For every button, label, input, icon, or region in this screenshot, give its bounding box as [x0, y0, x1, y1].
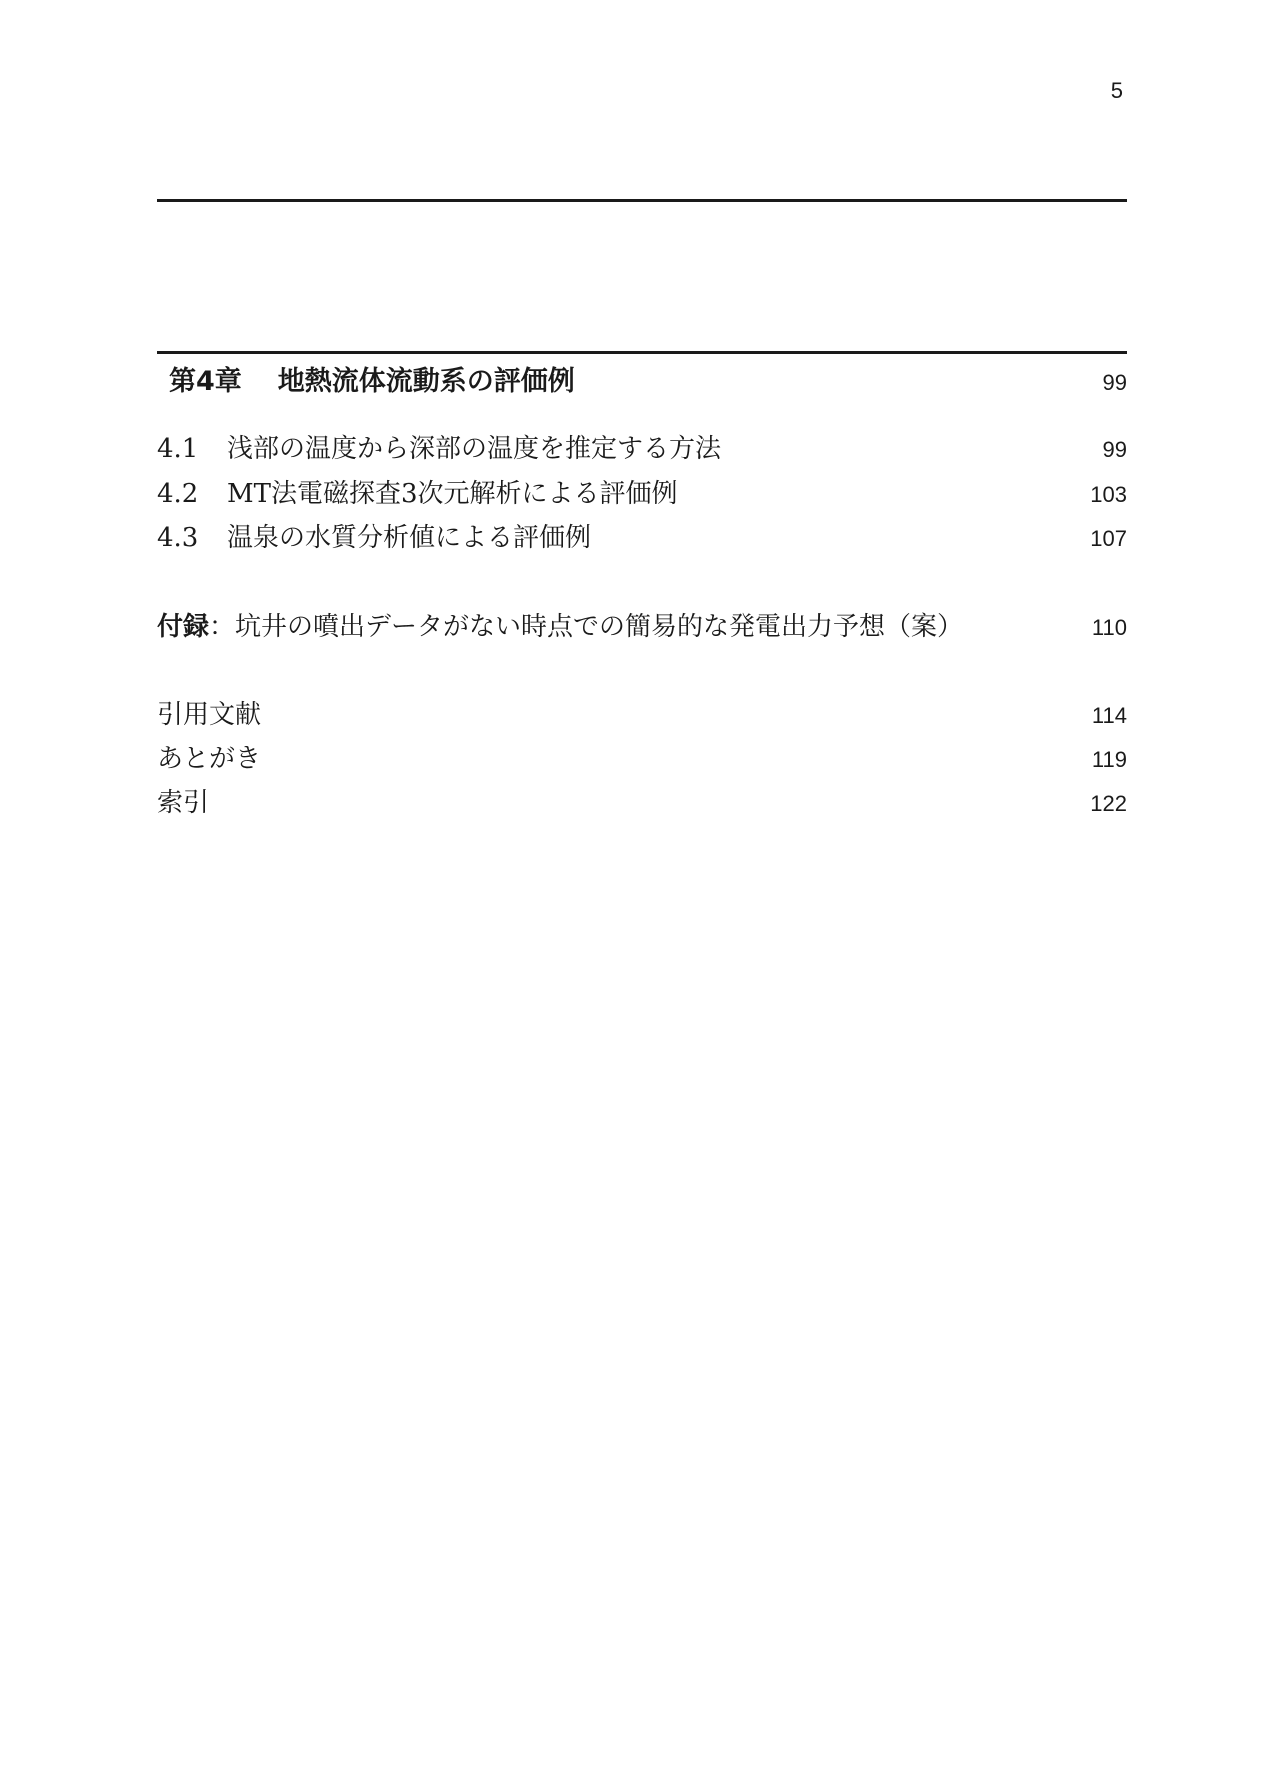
toc-section-4-3[interactable]	[157, 525, 1127, 551]
chapter-heading	[157, 368, 575, 395]
section-heading	[157, 436, 721, 462]
back-matter-page: 119	[1091, 747, 1127, 772]
appendix-title: ：坑井の噴出データがない時点での簡易的な発電出力予想（案）	[209, 612, 964, 642]
toc-appendix[interactable]	[157, 614, 1127, 640]
section-title: 浅部の温度から深部の温度を推定する方法	[227, 434, 722, 464]
back-matter-title: あとがき	[157, 744, 262, 774]
header-rule	[157, 199, 1127, 202]
chapter-rule	[157, 351, 1127, 354]
chapter-page: 99	[1102, 370, 1127, 395]
section-title: 温泉の水質分析値による評価例	[227, 523, 592, 553]
toc-index[interactable]	[157, 790, 1127, 816]
section-title: MT法電磁探査3次元解析による評価例	[227, 479, 678, 509]
chapter-title: 地熱流体流動系の評価例	[277, 366, 575, 397]
section-heading	[157, 481, 678, 507]
toc-afterword[interactable]	[157, 746, 1127, 772]
section-heading	[157, 525, 591, 551]
appendix-heading	[157, 614, 963, 640]
section-page: 107	[1090, 526, 1127, 551]
section-number: 4.3	[157, 523, 199, 553]
appendix-label: 付録	[157, 612, 210, 642]
back-matter-title: 引用文献	[157, 700, 262, 730]
toc-chapter-4[interactable]	[157, 368, 1127, 395]
toc-section-4-2[interactable]	[157, 481, 1127, 507]
toc-references[interactable]	[157, 702, 1127, 728]
back-matter-title: 索引	[157, 788, 210, 818]
back-matter-page: 114	[1091, 703, 1127, 728]
back-matter-page: 122	[1090, 791, 1127, 816]
page-number: 5	[1110, 78, 1123, 103]
section-page: 99	[1102, 437, 1127, 462]
section-number: 4.1	[157, 434, 199, 464]
section-number: 4.2	[157, 479, 199, 509]
toc-section-4-1[interactable]	[157, 436, 1127, 462]
chapter-label: 第4章	[169, 366, 242, 397]
section-page: 103	[1090, 482, 1127, 507]
appendix-page: 110	[1091, 615, 1127, 640]
